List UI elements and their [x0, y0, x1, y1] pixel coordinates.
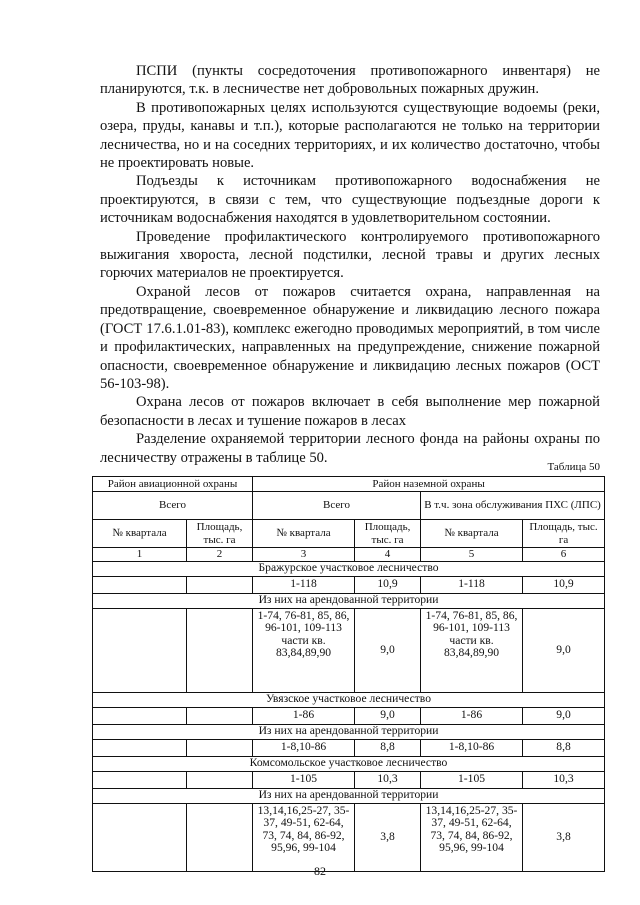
- col-header-kv: № квартала: [253, 520, 355, 548]
- cell-area: 3,8: [355, 803, 421, 871]
- section-title: Увязское участковое лесничество: [93, 692, 605, 707]
- section-title: Бражурское участковое лесничество: [93, 561, 605, 576]
- col-header-kv: № квартала: [93, 520, 187, 548]
- paragraph: Охраной лесов от пожаров считается охрана, направленная на предотвращение, своевременное обнаружение и ликвидацию лесного пожара (ГОСТ 17.6.1.01-83), комплекс ежегодно проводимых мероприятий, в том числе и профилактических, направленных на предупреждение, снижение пожарной опасности, своевременное обнаружение и ликвидацию лесных пожаров (ОСТ 56-103-98).: [100, 283, 600, 392]
- paragraph: Охрана лесов от пожаров включает в себя выполнение мер пожарной безопасности в лесах и тушение пожаров в лесах: [100, 394, 600, 429]
- cell-kv: 1-74, 76-81, 85, 86, 96-101, 109-113 части кв. 83,84,89,90: [421, 608, 523, 692]
- header-ground-protection: Район наземной охраны: [253, 477, 605, 492]
- cell-kv: 1-8,10-86: [421, 739, 523, 756]
- cell-area: 10,9: [355, 576, 421, 593]
- table-50: [92, 476, 605, 872]
- header-total-ground: Всего: [253, 492, 421, 520]
- col-header-area: Площадь, тыс. га: [355, 520, 421, 548]
- paragraph: В противопожарных целях используются существующие водоемы (реки, озера, пруды, канавы и т.п.), которые располагаются не только на территории лесничества, но и на соседних территориях, и их количество достаточно, чтобы не проектировать новые.: [100, 99, 600, 172]
- body-text: [100, 62, 600, 467]
- col-number: 4: [355, 548, 421, 562]
- cell-area: 3,8: [523, 803, 605, 871]
- section-title: Комсомольское участковое лесничество: [93, 756, 605, 771]
- cell-kv: 13,14,16,25-27, 35-37, 49-51, 62-64, 73, 74, 84, 86-92, 95,96, 99-104: [421, 803, 523, 871]
- col-number: 1: [93, 548, 187, 562]
- cell-kv: 1-8,10-86: [253, 739, 355, 756]
- cell-kv: 1-118: [253, 576, 355, 593]
- cell-area: 8,8: [523, 739, 605, 756]
- cell-area: 10,3: [523, 771, 605, 788]
- cell-kv: 13,14,16,25-27, 35-37, 49-51, 62-64, 73, 74, 84, 86-92, 95,96, 99-104: [253, 803, 355, 871]
- paragraph: Подъезды к источникам противопожарного водоснабжения не проектируются, в связи с тем, что существующие подъездные дороги к источникам водоснабжения находятся в удовлетворительном состоянии.: [100, 173, 600, 227]
- col-number: 2: [187, 548, 253, 562]
- table-caption: Таблица 50: [547, 461, 600, 473]
- cell-kv: 1-105: [421, 771, 523, 788]
- col-header-area: Площадь, тыс. га: [187, 520, 253, 548]
- col-header-area: Площадь, тыс. га: [523, 520, 605, 548]
- col-number: 3: [253, 548, 355, 562]
- cell-kv: 1-86: [253, 707, 355, 724]
- paragraph: Разделение охраняемой территории лесного фонда на районы охраны по лесничеству отражены в таблице 50.: [100, 431, 600, 466]
- paragraph: ПСПИ (пункты сосредоточения противопожарного инвентаря) не планируются, т.к. в лесничестве нет добровольных пожарных дружин.: [100, 63, 600, 98]
- cell-area: 9,0: [523, 707, 605, 724]
- col-number: 5: [421, 548, 523, 562]
- cell-area: 8,8: [355, 739, 421, 756]
- cell-area: 9,0: [355, 608, 421, 692]
- header-pxs-zone: В т.ч. зона обслуживания ПХС (ЛПС): [421, 492, 605, 520]
- col-number: 6: [523, 548, 605, 562]
- paragraph: Проведение профилактического контролируемого противопожарного выжигания хвороста, лесной подстилки, лесной травы и других лесных горючих материалов не проектируется.: [100, 228, 600, 282]
- cell-area: 10,9: [523, 576, 605, 593]
- cell-area: 10,3: [355, 771, 421, 788]
- cell-kv: 1-86: [421, 707, 523, 724]
- header-air-protection: Район авиационной охраны: [93, 477, 253, 492]
- cell-area: 9,0: [523, 608, 605, 692]
- cell-kv: 1-74, 76-81, 85, 86, 96-101, 109-113 части кв. 83,84,89,90: [253, 608, 355, 692]
- header-total-air: Всего: [93, 492, 253, 520]
- section-title: Из них на арендованной территории: [93, 593, 605, 608]
- cell-kv: 1-105: [253, 771, 355, 788]
- section-title: Из них на арендованной территории: [93, 724, 605, 739]
- col-header-kv: № квартала: [421, 520, 523, 548]
- cell-area: 9,0: [355, 707, 421, 724]
- page-number: 82: [314, 864, 326, 878]
- cell-kv: 1-118: [421, 576, 523, 593]
- section-title: Из них на арендованной территории: [93, 788, 605, 803]
